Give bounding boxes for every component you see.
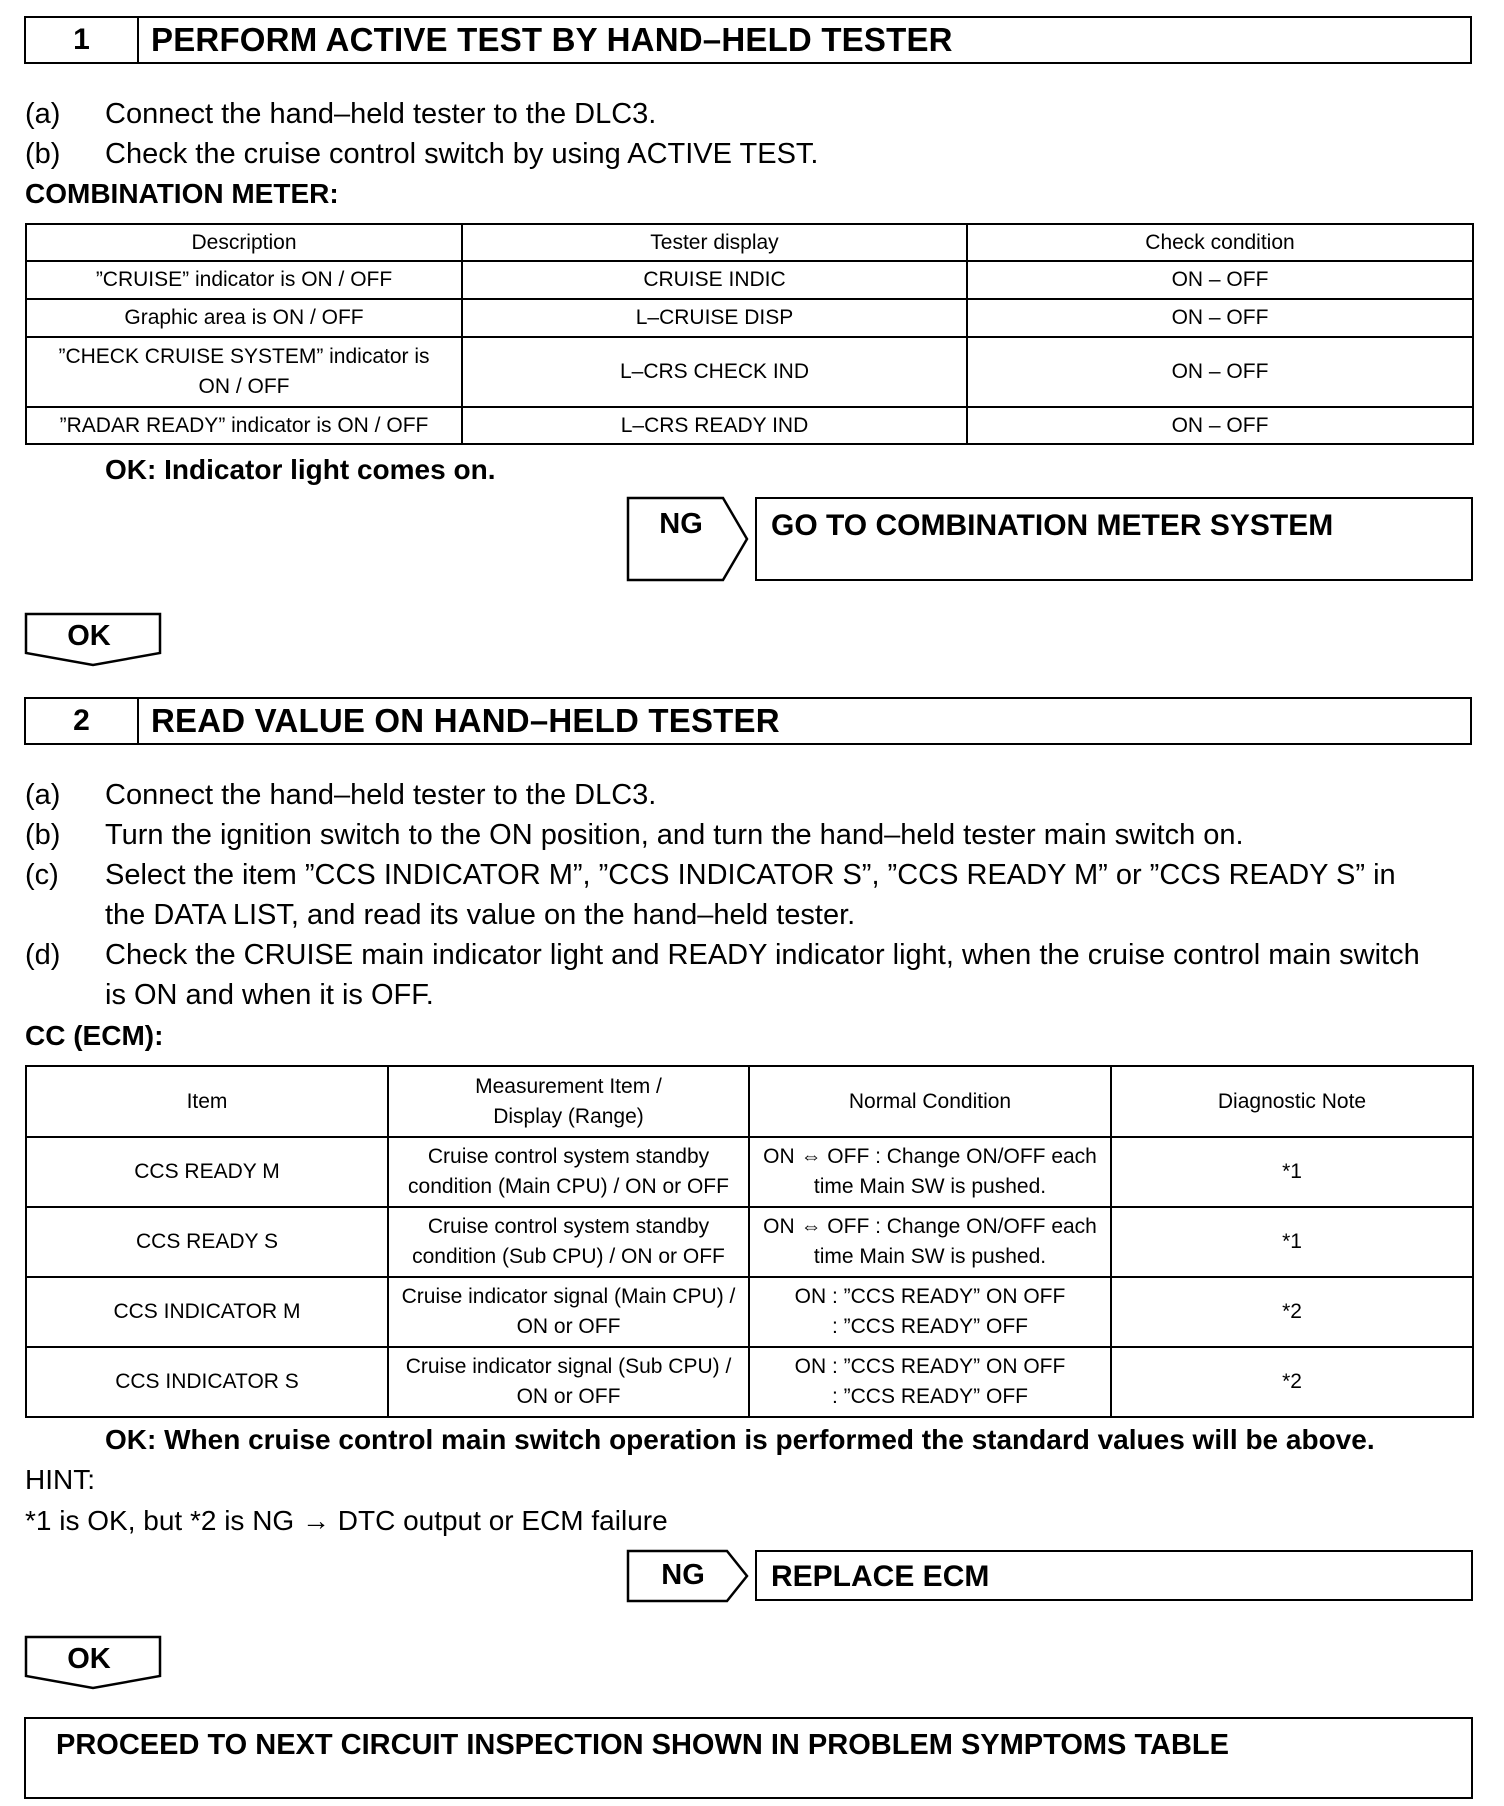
table-cell: ON ⇔ OFF : Change ON/OFF each time Main SW is pushed. (749, 1137, 1111, 1207)
table-cell: CCS INDICATOR M (26, 1277, 388, 1347)
ok-label: OK (67, 620, 111, 652)
table-cell: ”RADAR READY” indicator is ON / OFF (26, 407, 462, 444)
table-row (26, 299, 1473, 337)
step-2-number: 2 (26, 699, 139, 743)
table-cell: ON : ”CCS READY” ON OFF : ”CCS READY” OFF (749, 1347, 1111, 1417)
step-2-ok-condition: OK: When cruise control main switch operation is performed the standard values will be above. (105, 1424, 1375, 1455)
step-1-header (24, 16, 1472, 64)
cc-ecm-table (25, 1065, 1474, 1418)
table-cell: *1 (1111, 1137, 1473, 1207)
step-1-ok-condition: OK: Indicator light comes on. (105, 454, 496, 485)
step-1-title: PERFORM ACTIVE TEST BY HAND–HELD TESTER (151, 21, 953, 58)
table-header-cell: Measurement Item / Display (Range) (388, 1066, 749, 1137)
table-cell: Cruise control system standby condition (Main CPU) / ON or OFF (388, 1137, 749, 1207)
table-cell: ON ⇔ OFF : Change ON/OFF each time Main SW is pushed. (749, 1207, 1111, 1277)
table-cell: Cruise control system standby condition (Sub CPU) / ON or OFF (388, 1207, 749, 1277)
combination-meter-table (25, 223, 1474, 445)
table-header-cell: Tester display (462, 224, 967, 261)
table-header-row (26, 224, 1473, 261)
table-cell: ”CHECK CRUISE SYSTEM” indicator is ON / OFF (26, 337, 462, 407)
step-2-table-title: CC (ECM): (25, 1020, 164, 1051)
table-header-cell: Item (26, 1066, 388, 1137)
table-cell: CCS READY S (26, 1207, 388, 1277)
table-header-cell: Check condition (967, 224, 1473, 261)
table-cell: Graphic area is ON / OFF (26, 299, 462, 337)
table-cell: L–CRUISE DISP (462, 299, 967, 337)
table-row (26, 1277, 1473, 1347)
table-row (26, 261, 1473, 299)
table-header-row (26, 1066, 1473, 1137)
ng-action-box: GO TO COMBINATION METER SYSTEM (755, 497, 1473, 581)
table-cell: Cruise indicator signal (Main CPU) / ON or OFF (388, 1277, 749, 1347)
table-cell: *1 (1111, 1207, 1473, 1277)
ng-label: NG (661, 1559, 705, 1591)
hint-text: *1 is OK, but *2 is NG → DTC output or ECM failure (25, 1505, 668, 1536)
table-header-cell: Normal Condition (749, 1066, 1111, 1137)
table-cell: L–CRS CHECK IND (462, 337, 967, 407)
table-row (26, 1137, 1473, 1207)
table-cell: ”CRUISE” indicator is ON / OFF (26, 261, 462, 299)
table-row (26, 1347, 1473, 1417)
table-cell: CRUISE INDIC (462, 261, 967, 299)
step-1-table-title: COMBINATION METER: (25, 178, 339, 209)
table-header-cell: Diagnostic Note (1111, 1066, 1473, 1137)
table-cell: CCS READY M (26, 1137, 388, 1207)
table-header-cell: Description (26, 224, 462, 261)
table-cell: CCS INDICATOR S (26, 1347, 388, 1417)
table-cell: Cruise indicator signal (Sub CPU) / ON or OFF (388, 1347, 749, 1417)
table-row (26, 337, 1473, 407)
ng-action-box: REPLACE ECM (755, 1550, 1473, 1601)
final-action-box: PROCEED TO NEXT CIRCUIT INSPECTION SHOWN IN PROBLEM SYMPTOMS TABLE (24, 1717, 1473, 1799)
table-row (26, 1207, 1473, 1277)
table-cell: ON – OFF (967, 337, 1473, 407)
step-1-number: 1 (26, 18, 139, 62)
hint-label: HINT: (25, 1464, 95, 1495)
table-row (26, 407, 1473, 444)
table-cell: ON – OFF (967, 407, 1473, 444)
table-cell: *2 (1111, 1277, 1473, 1347)
ng-label: NG (659, 508, 703, 540)
table-cell: *2 (1111, 1347, 1473, 1417)
table-cell: L–CRS READY IND (462, 407, 967, 444)
table-cell: ON – OFF (967, 299, 1473, 337)
table-cell: ON : ”CCS READY” ON OFF : ”CCS READY” OFF (749, 1277, 1111, 1347)
table-cell: ON – OFF (967, 261, 1473, 299)
step-2-title: READ VALUE ON HAND–HELD TESTER (151, 702, 780, 739)
ok-label: OK (67, 1643, 111, 1675)
step-2-header (24, 697, 1472, 745)
